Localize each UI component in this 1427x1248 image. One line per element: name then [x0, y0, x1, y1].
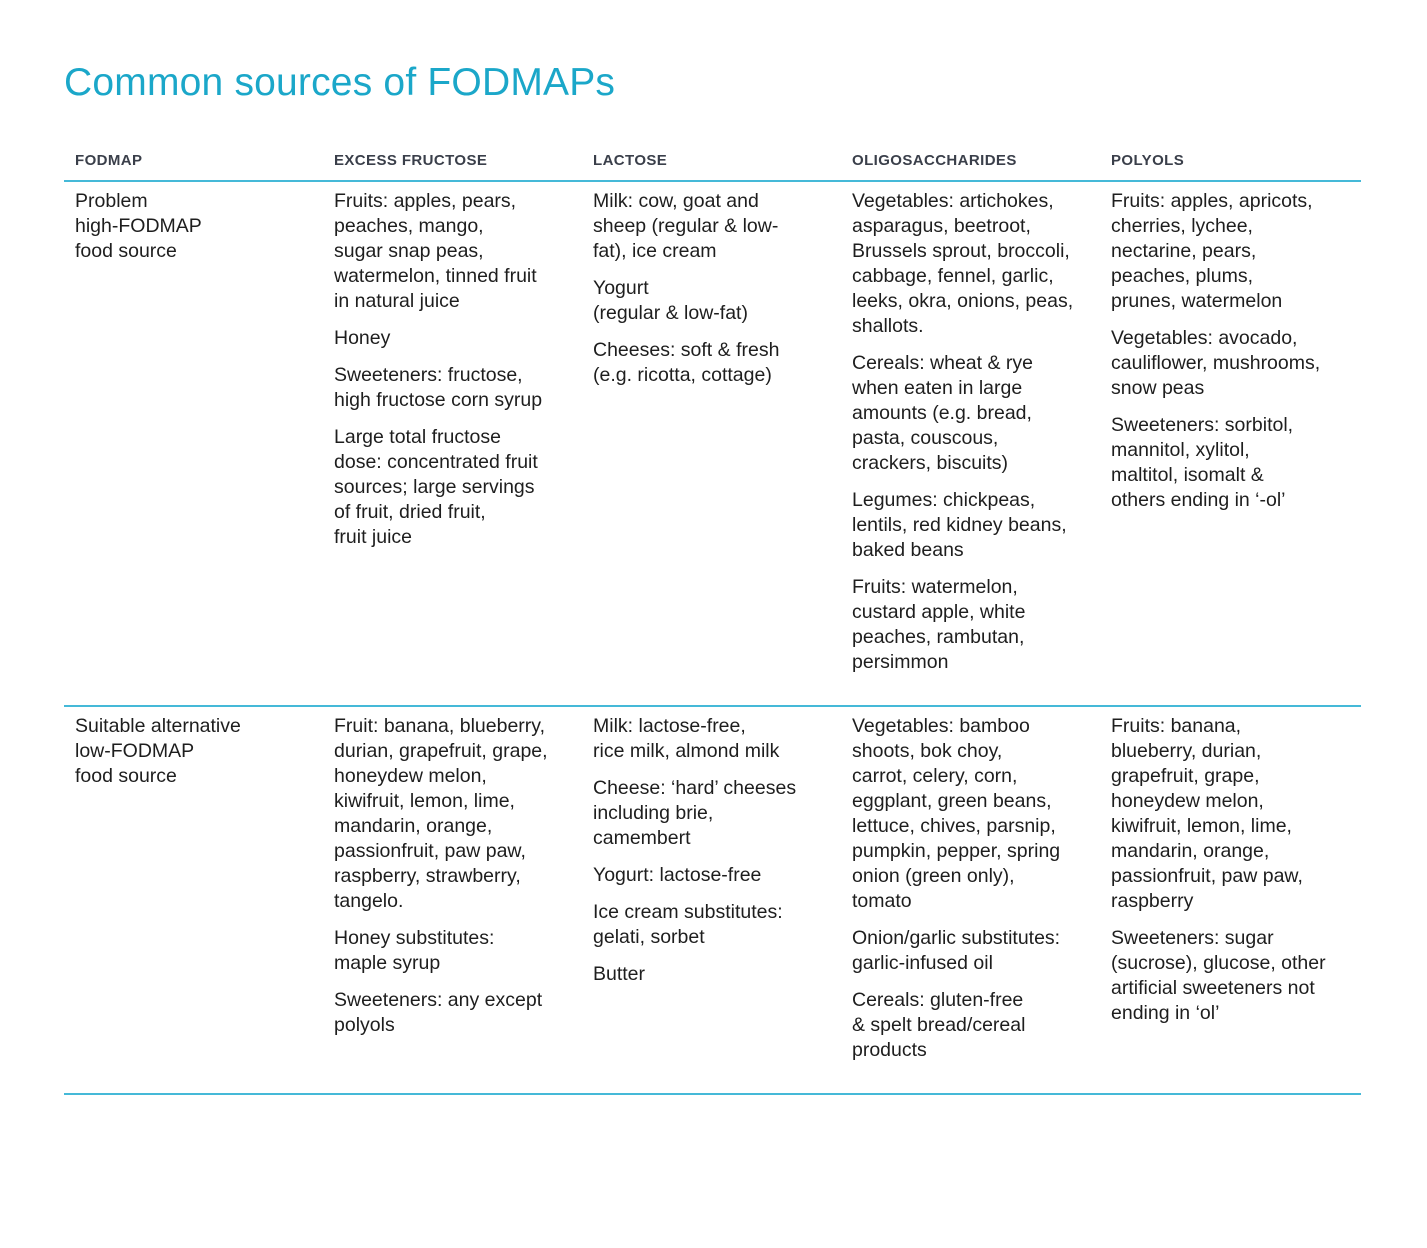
- cell-alternative-polyols: [1111, 714, 1356, 1038]
- column-header-excess-fructose: EXCESS FRUCTOSE: [334, 152, 488, 169]
- table-bottom-rule: [64, 1093, 1361, 1095]
- column-header-oligosaccharides: OLIGOSACCHARIDES: [852, 152, 1017, 169]
- cell-paragraph: Vegetables: artichokes, asparagus, beetroot, Brussels sprout, broccoli, cabbage, fennel, garlic, leeks, okra, onions, peas, shallots.: [852, 190, 1074, 337]
- cell-paragraph: Large total fructose dose: concentrated fruit sources; large servings of fruit, dried fruit, fruit juice: [334, 426, 538, 548]
- cell-paragraph: Fruits: apples, apricots, cherries, lychee, nectarine, pears, peaches, plums, prunes, watermelon: [1111, 190, 1313, 312]
- column-header-polyols: POLYOLS: [1111, 152, 1185, 169]
- cell-alternative-oligosaccharides: [852, 714, 1097, 1075]
- cell-paragraph: Legumes: chickpeas, lentils, red kidney beans, baked beans: [852, 489, 1067, 561]
- cell-problem-lactose: [593, 189, 838, 400]
- row-label-text: Suitable alternative low-FODMAP food source: [75, 715, 241, 787]
- cell-paragraph: Cereals: gluten-free & spelt bread/cereal products: [852, 989, 1026, 1061]
- cell-paragraph: Butter: [593, 963, 646, 985]
- column-header-fodmap: FODMAP: [75, 152, 143, 169]
- cell-paragraph: Fruits: apples, pears, peaches, mango, sugar snap peas, watermelon, tinned fruit in natural juice: [334, 190, 537, 312]
- cell-paragraph: Vegetables: bamboo shoots, bok choy, carrot, celery, corn, eggplant, green beans, lettuce, chives, parsnip, pumpkin, pepper, spring onion (green only), tomato: [852, 715, 1061, 912]
- cell-paragraph: Cheeses: soft & fresh (e.g. ricotta, cottage): [593, 339, 780, 386]
- cell-problem-excess-fructose: [334, 189, 579, 562]
- cell-paragraph: Ice cream substitutes: gelati, sorbet: [593, 901, 783, 948]
- row-label-text: Problem high-FODMAP food source: [75, 190, 202, 262]
- column-header-lactose: LACTOSE: [593, 152, 668, 169]
- cell-problem-polyols: [1111, 189, 1356, 525]
- cell-paragraph: Sweeteners: any except polyols: [334, 989, 543, 1036]
- cell-problem-oligosaccharides: [852, 189, 1097, 687]
- cell-paragraph: Milk: lactose-free, rice milk, almond milk: [593, 715, 780, 762]
- cell-paragraph: Onion/garlic substitutes: garlic-infused oil: [852, 927, 1061, 974]
- cell-alternative-lactose: [593, 714, 838, 999]
- cell-paragraph: Yogurt (regular & low-fat): [593, 277, 748, 324]
- cell-paragraph: Fruits: watermelon, custard apple, white peaches, rambutan, persimmon: [852, 576, 1026, 673]
- cell-paragraph: Fruits: banana, blueberry, durian, grapefruit, grape, honeydew melon, kiwifruit, lemon, lime, mandarin, orange, passionfruit, paw paw, raspberry: [1111, 715, 1303, 912]
- row-label-alternative: [75, 714, 315, 801]
- cell-paragraph: Fruit: banana, blueberry, durian, grapefruit, grape, honeydew melon, kiwifruit, lemon, lime, mandarin, orange, passionfruit, paw paw, raspberry, strawberry, tangelo.: [334, 715, 548, 912]
- row-divider: [64, 705, 1361, 707]
- cell-paragraph: Vegetables: avocado, cauliflower, mushrooms, snow peas: [1111, 327, 1321, 399]
- cell-paragraph: Yogurt: lactose-free: [593, 864, 762, 886]
- cell-paragraph: Sweeteners: sugar (sucrose), glucose, other artificial sweeteners not ending in ‘ol’: [1111, 927, 1326, 1024]
- cell-paragraph: Milk: cow, goat and sheep (regular & low- fat), ice cream: [593, 190, 779, 262]
- row-label-problem: [75, 189, 315, 276]
- table-header: [64, 152, 1361, 174]
- cell-paragraph: Cereals: wheat & rye when eaten in large amounts (e.g. bread, pasta, couscous, crackers, biscuits): [852, 352, 1033, 474]
- cell-paragraph: Honey substitutes: maple syrup: [334, 927, 495, 974]
- cell-alternative-excess-fructose: [334, 714, 579, 1050]
- cell-paragraph: Sweeteners: fructose, high fructose corn syrup: [334, 364, 543, 411]
- cell-paragraph: Honey: [334, 327, 391, 349]
- cell-paragraph: Cheese: ‘hard’ cheeses including brie, camembert: [593, 777, 797, 849]
- cell-paragraph: Sweeteners: sorbitol, mannitol, xylitol, maltitol, isomalt & others ending in ‘-ol’: [1111, 414, 1294, 511]
- header-divider: [64, 180, 1361, 182]
- page-title: Common sources of FODMAPs: [64, 61, 616, 104]
